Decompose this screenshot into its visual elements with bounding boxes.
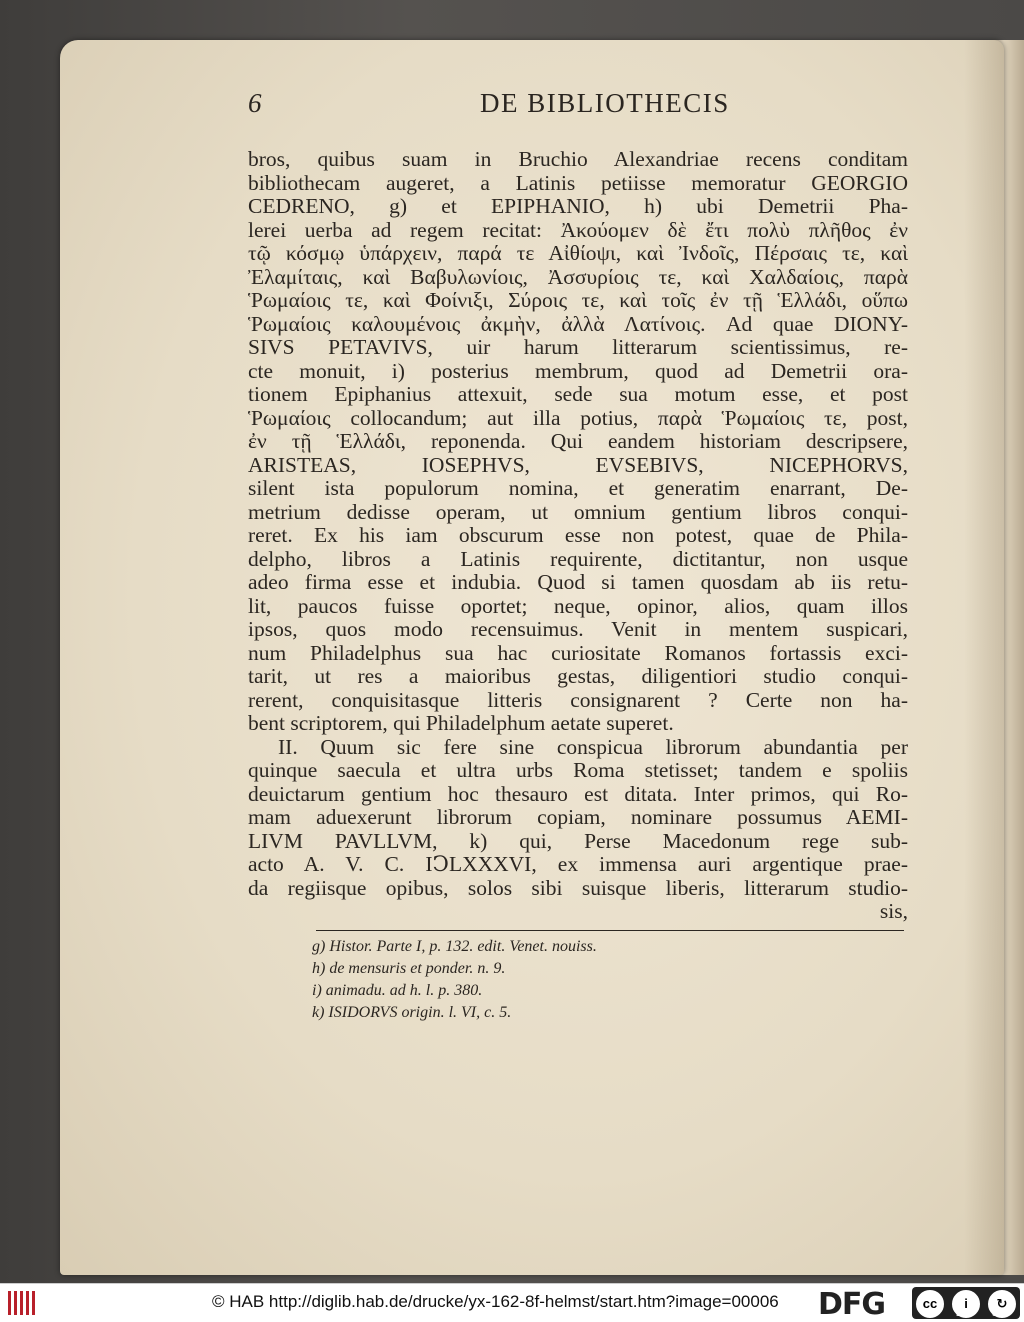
text-line: lerei uerba ad regem recitat: Ἀκούομεν δὲ ἔτι πολὺ πλῆθος ἐν <box>248 217 908 242</box>
text-line: num Philadelphus sua hac curiositate Romanos fortassis exci- <box>248 640 908 665</box>
text-line: metrium dedisse operam, ut omnium gentium libros conqui- <box>248 499 908 524</box>
license-by-label: BY <box>956 1309 967 1318</box>
text-line: Ῥωμαίοις τε, καὶ Φοίνιξι, Σύροις τε, καὶ τοῖς ἐν τῇ Ἑλλάδι, οὕπω <box>248 288 908 312</box>
paragraph-start-line: II. Quum sic fere sine conspicua librorum abundantia per <box>278 734 908 759</box>
text-line: bros, quibus suam in Bruchio Alexandriae recens conditam <box>248 147 908 171</box>
text-line: Ῥωμαίοις καλουμένοις ἀκμὴν, ἀλλὰ Λατίνοις. Ad quae DIONY- <box>248 311 908 336</box>
share-alike-icon: ↻ <box>988 1290 1016 1318</box>
text-line: delpho, libros a Latinis requirente, dictitantur, non usque <box>248 546 908 571</box>
copyright-link[interactable]: © HAB http://diglib.hab.de/drucke/yx-162-8f-helmst/start.htm?image=00006 <box>212 1292 779 1311</box>
dfg-logo[interactable]: DFG <box>818 1287 886 1322</box>
text-line: Ῥωμαίοις collocandum; aut illa potius, παρὰ Ῥωμαίοις τε, post, <box>248 405 908 430</box>
text-line: lit, paucos fuisse oportet; neque, opinor, alios, quam illos <box>248 593 908 618</box>
page-number: 6 <box>248 88 263 118</box>
text-line: bibliothecam augeret, a Latinis petiisse memoratur GEORGIO <box>248 170 908 195</box>
text-line: tionem Epiphanius attexuit, sede sua motum esse, et post <box>248 382 908 406</box>
text-line: ipsos, quos modo recensuimus. Venit in mentem suspicari, <box>248 617 908 641</box>
text-line: mam aduexerunt librorum copiam, nominare possumus AEMI- <box>248 805 908 829</box>
text-line: LIVM PAVLLVM, k) qui, Perse Macedonum rege sub- <box>248 828 908 853</box>
text-line: Ἐλαμίταις, καὶ Βαβυλωνίοις, Ἀσσυρίοις τε, καὶ Χαλδαίοις, παρὰ <box>248 264 908 289</box>
body-text <box>248 148 908 924</box>
catchword: sis, <box>879 899 908 923</box>
text-line: da regiisque opibus, solos sibi suisque liberis, litterarum studio- <box>248 875 908 900</box>
hab-logo-icon[interactable] <box>8 1291 38 1315</box>
text-line: SIVS PETAVIVS, uir harum litterarum scientissimus, re- <box>248 335 908 359</box>
viewer-footer <box>0 1283 1024 1322</box>
text-line: deuictarum gentium hoc thesauro est ditata. Inter primos, qui Ro- <box>248 781 908 806</box>
text-line: ARISTEAS, IOSEPHVS, EVSEBIVS, NICEPHORVS, <box>248 452 908 477</box>
footnote: k) ISIDORVS origin. l. VI, c. 5. <box>312 1004 512 1021</box>
text-line: ἐν τῇ Ἑλλάδι, reponenda. Qui eandem historiam descripsere, <box>248 429 908 453</box>
text-line: rerent, conquisitasque litteris consignarent ? Certe non ha- <box>248 687 908 712</box>
footnotes <box>312 936 812 1024</box>
footnote-rule <box>316 930 904 931</box>
footnote: g) Histor. Parte I, p. 132. edit. Venet. nouiss. <box>312 938 597 955</box>
text-line: cte monuit, i) posterius membrum, quod ad Demetrii ora- <box>248 358 908 383</box>
gutter-shadow <box>964 40 1004 1275</box>
footnote: h) de mensuris et ponder. n. 9. <box>312 960 506 977</box>
attribution-icon: i <box>952 1290 980 1318</box>
text-line: CEDRENO, g) et EPIPHANIO, h) ubi Demetrii Pha- <box>248 194 908 218</box>
page-header <box>248 88 898 128</box>
text-line: adeo firma esse et indubia. Quod si tamen quosdam ab iis retu- <box>248 570 908 594</box>
text-line: acto A. V. C. IↃLXXXVI, ex immensa auri argentique prae- <box>248 852 908 876</box>
running-title: DE BIBLIOTHECIS <box>480 88 730 118</box>
license-sa-label: SA <box>992 1309 1003 1318</box>
cc-license-badge[interactable] <box>912 1287 1020 1319</box>
text-line: tarit, ut res a maioribus gestas, diligentiori studio conqui- <box>248 664 908 688</box>
footnote: i) animadu. ad h. l. p. 380. <box>312 982 483 999</box>
cc-icon: cc <box>916 1290 944 1318</box>
text-line: bent scriptorem, qui Philadelphum aetate superet. <box>248 711 674 735</box>
text-line: reret. Ex his iam obscurum esse non potest, quae de Phila- <box>248 523 908 547</box>
text-line: τῷ κόσμῳ ὑπάρχειν, παρά τε Αἰθίοψι, καὶ Ἰνδοῖς, Πέρσαις τε, καὶ <box>248 241 908 265</box>
text-line: quinque saecula et ultra urbs Roma stetisset; tandem e spoliis <box>248 758 908 782</box>
text-line: silent ista populorum nomina, et generatim enarrant, De- <box>248 476 908 500</box>
